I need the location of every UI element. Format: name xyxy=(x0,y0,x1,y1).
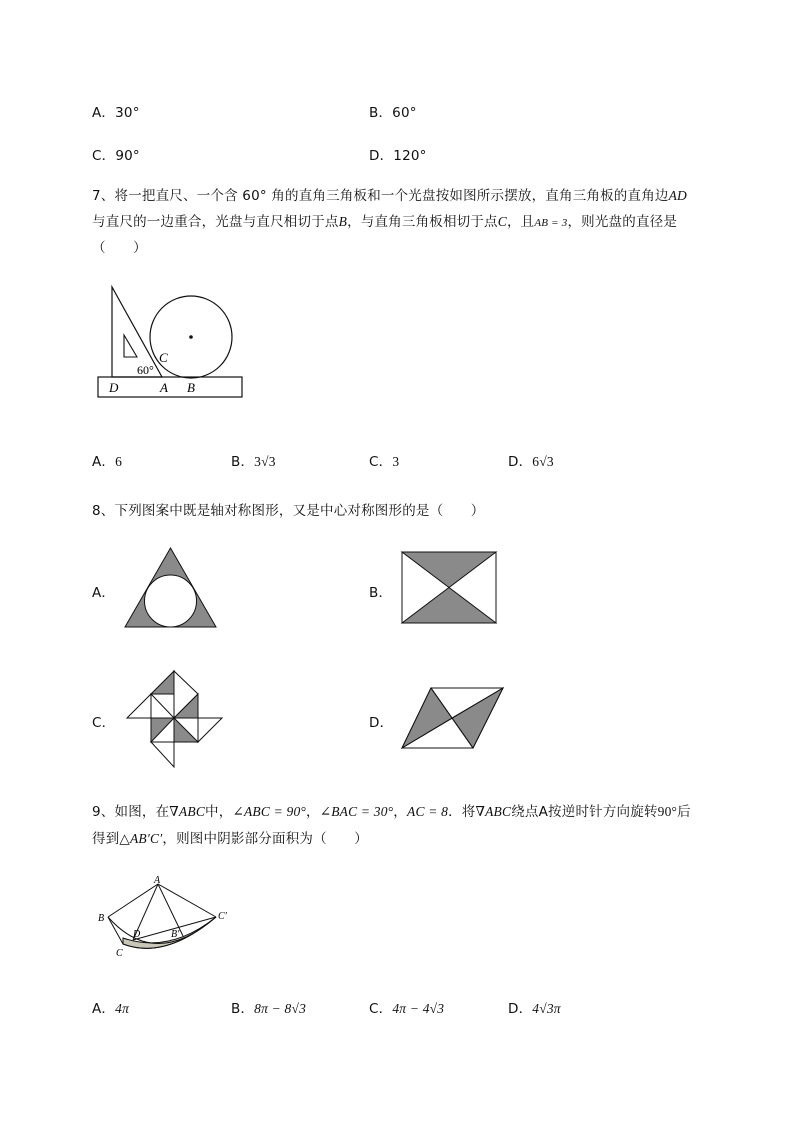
option-text: 6 xyxy=(115,454,123,469)
math-var: AD xyxy=(668,188,688,203)
stem-text: 7、将一把直尺、一个含 60° 角的直角三角板和一个光盘按如图所示摆放，直角三角板的直角边 xyxy=(92,188,669,204)
circle-center xyxy=(189,335,193,339)
math-expr: △AB′C′ xyxy=(119,831,163,846)
math-expr: ∇ABC xyxy=(475,804,512,819)
math-expr: AB = 3 xyxy=(534,217,568,229)
option-letter: A． xyxy=(92,1001,116,1017)
stem-text: 绕点A按逆时针方向旋转 xyxy=(511,804,658,820)
point-a-label: A xyxy=(160,380,168,395)
option-text: 60° xyxy=(392,105,417,121)
q7-option-d xyxy=(508,450,554,470)
option-letter: B． xyxy=(231,1001,255,1017)
option-letter: B． xyxy=(369,105,393,121)
q7-option-a xyxy=(92,450,122,470)
math-var: B xyxy=(338,214,348,229)
q8-option-c-letter: C． xyxy=(92,715,116,731)
stem-text: ， xyxy=(393,804,407,820)
option-text: 4π − 4√3 xyxy=(392,1001,445,1016)
option-text: 90° xyxy=(115,148,140,164)
q9-option-d xyxy=(508,997,561,1017)
q7-option-b xyxy=(231,450,276,470)
stem-text: ， xyxy=(306,804,320,820)
option-d xyxy=(369,144,427,164)
q9-stem-line2 xyxy=(92,827,368,847)
option-letter: D． xyxy=(369,148,394,164)
point-c-prime-label: C′ xyxy=(218,911,227,922)
q9-figure xyxy=(95,874,245,964)
math-var: C xyxy=(497,214,507,229)
triangle-inner-hole xyxy=(124,335,137,357)
point-d-label: D xyxy=(133,929,141,940)
option-text: 4π xyxy=(115,1001,130,1016)
inscribed-circle xyxy=(145,575,197,627)
ruler xyxy=(98,377,242,397)
option-letter: D． xyxy=(508,1001,533,1017)
stem-text: ，则图中阴影部分面积为（ ） xyxy=(162,831,368,847)
math-expr: 90° xyxy=(657,804,678,819)
stem-text: ．将 xyxy=(448,804,476,820)
option-text: 4√3π xyxy=(532,1001,561,1016)
math-expr: ∇ABC xyxy=(169,804,206,819)
q9-option-c xyxy=(369,997,444,1017)
q7-option-c xyxy=(369,450,399,470)
q9-option-a xyxy=(92,997,129,1017)
stem-text: ，则光盘的直径是 xyxy=(567,214,678,230)
q8-figure-a xyxy=(124,547,217,629)
option-letter: B． xyxy=(231,454,255,470)
option-letter: A． xyxy=(92,454,116,470)
option-letter: C． xyxy=(92,148,116,164)
option-b xyxy=(369,101,417,121)
q7-stem-line2 xyxy=(92,210,677,230)
option-text: 3√3 xyxy=(254,454,276,469)
pinwheel-shape xyxy=(127,671,222,767)
q8-option-a-letter: A． xyxy=(92,585,116,601)
option-letter: D． xyxy=(508,454,533,470)
stem-text: ，与直角三角板相切于点 xyxy=(347,214,498,230)
q8-figure-c xyxy=(126,670,223,768)
q8-option-b-letter: B． xyxy=(369,585,393,601)
stem-text: 与直尺的一边重合，光盘与直尺相切于点 xyxy=(92,214,339,230)
q7-figure xyxy=(95,285,245,400)
option-letter: C． xyxy=(369,454,393,470)
option-text: 8π − 8√3 xyxy=(254,1001,307,1016)
segment-ac2 xyxy=(158,884,216,917)
stem-text: 中， xyxy=(205,804,233,820)
q8-figure-b xyxy=(401,551,497,624)
option-letter: A． xyxy=(92,105,116,121)
point-a-label: A xyxy=(154,875,161,886)
stem-text: 后 xyxy=(677,804,691,820)
point-b-label: B xyxy=(98,913,105,924)
point-c-label: C xyxy=(159,350,168,365)
math-expr: ∠BAC = 30° xyxy=(319,804,394,819)
option-c xyxy=(92,144,140,164)
point-c-label: C xyxy=(116,948,123,959)
math-expr: ∠ABC = 90° xyxy=(232,804,307,819)
point-b-prime-label: B′ xyxy=(171,929,180,940)
option-text: 3 xyxy=(392,454,400,469)
q9-stem-line1 xyxy=(92,800,691,820)
segment-bc xyxy=(108,917,123,944)
option-letter: C． xyxy=(369,1001,393,1017)
angle-label: 60° xyxy=(137,363,154,377)
option-text: 120° xyxy=(393,148,427,164)
stem-text: 得到 xyxy=(92,831,120,847)
option-a xyxy=(92,101,140,121)
option-text: 30° xyxy=(115,105,140,121)
q7-stem-line1 xyxy=(92,184,687,204)
q8-figure-d xyxy=(401,687,504,749)
stem-text: ，且 xyxy=(506,214,535,230)
point-b-label: B xyxy=(187,380,195,395)
q8-option-d-letter: D． xyxy=(369,715,394,731)
math-expr: AC = 8 xyxy=(407,804,449,819)
q7-stem-line3: （ ） xyxy=(92,240,147,256)
point-d-label: D xyxy=(109,380,119,395)
stem-text: 9、如图，在 xyxy=(92,804,170,820)
q8-stem: 8、下列图案中既是轴对称图形，又是中心对称图形的是（ ） xyxy=(92,503,485,519)
option-text: 6√3 xyxy=(532,454,554,469)
q9-option-b xyxy=(231,997,306,1017)
